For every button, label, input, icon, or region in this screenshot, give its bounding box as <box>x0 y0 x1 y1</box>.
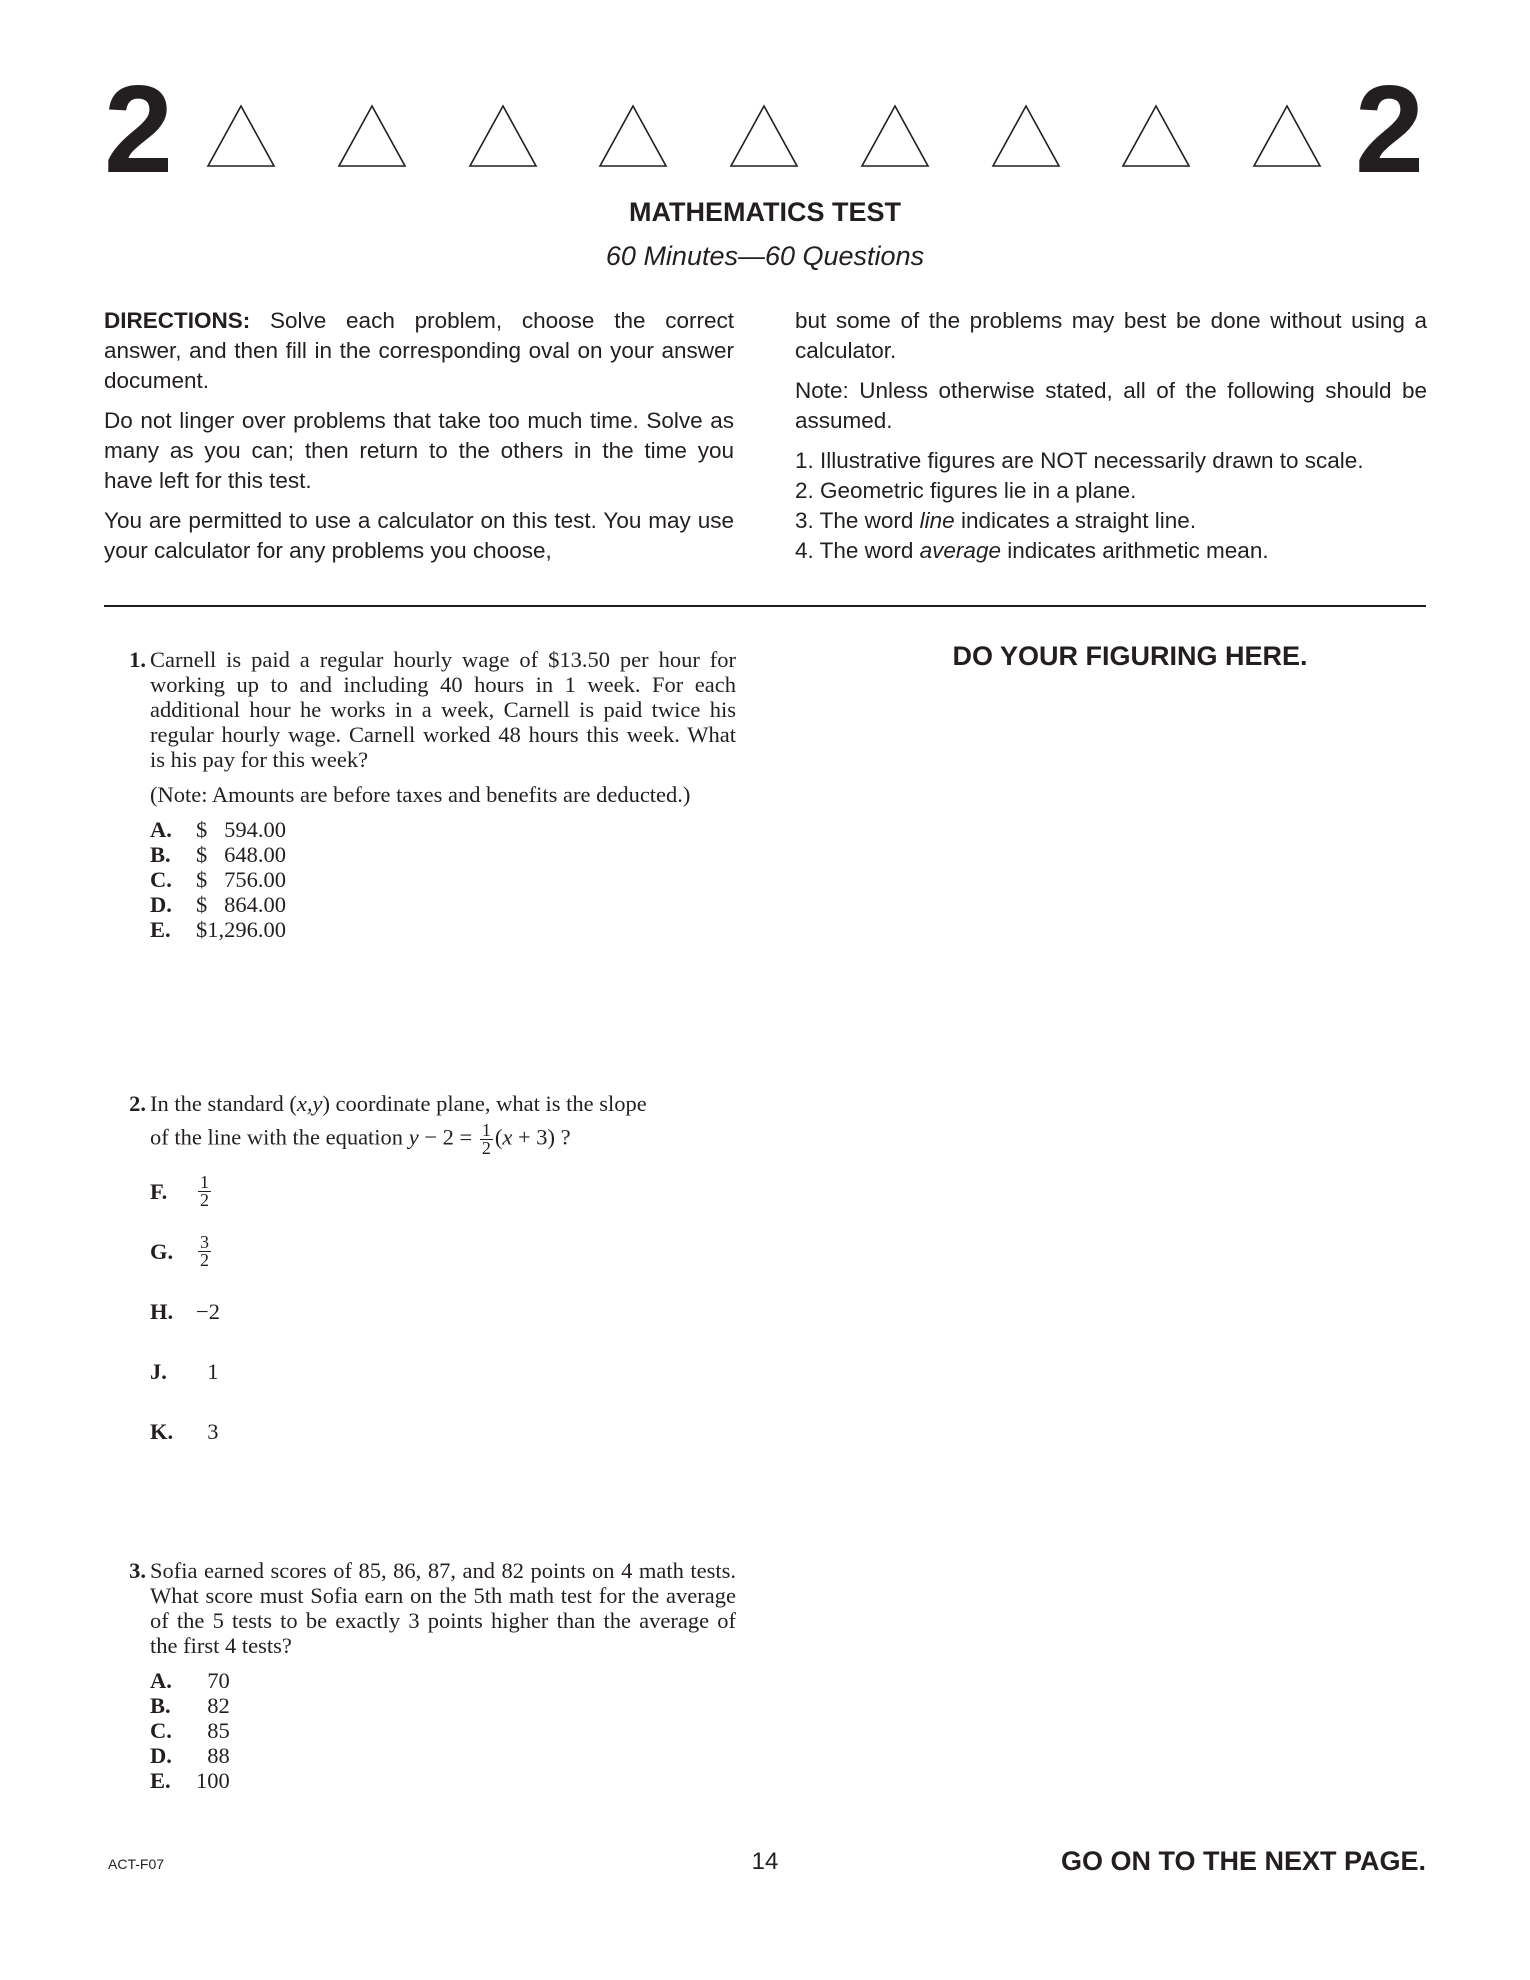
question-1 <box>110 647 736 942</box>
answer-choice[interactable] <box>150 1341 736 1401</box>
directions-text: Solve each problem, choose the correct answer, and then fill in the corresponding oval on your answer document. <box>104 308 734 393</box>
equation-part: + 3) ? <box>512 1124 571 1150</box>
choice-value: $ 864.00 <box>196 892 286 917</box>
answer-choice[interactable] <box>150 817 736 842</box>
choice-letter: B. <box>150 842 171 867</box>
choice-value: 1 <box>196 1358 219 1384</box>
answer-choice[interactable] <box>150 917 736 942</box>
answer-choices <box>150 817 736 942</box>
question-text-part: of the line with the equation <box>150 1124 409 1150</box>
choice-letter: E. <box>150 1768 171 1793</box>
choice-letter: D. <box>150 1743 172 1768</box>
answer-choice[interactable] <box>150 1718 736 1743</box>
choice-fraction <box>198 1231 211 1270</box>
choice-value: $1,296.00 <box>196 917 286 942</box>
choice-letter: J. <box>150 1358 167 1384</box>
question-text: Sofia earned scores of 85, 86, 87, and 82 points on 4 math tests. What score must Sofia earn on the 5th math test for the average of the 5 tests to be exactly 3 points higher than the average of the first 4 tests? <box>150 1558 736 1658</box>
triangle-icon <box>729 104 799 168</box>
answer-choice[interactable] <box>150 1743 736 1768</box>
answer-choice[interactable] <box>150 1693 736 1718</box>
question-text-part: In the standard ( <box>150 1091 297 1116</box>
fraction-numerator: 3 <box>200 1231 209 1252</box>
equation-part: − 2 = <box>418 1124 478 1150</box>
triangle-icon <box>860 104 930 168</box>
page-number: 14 <box>751 1848 779 1875</box>
section-number-left: 2 <box>104 61 173 199</box>
choice-letter: C. <box>150 1718 172 1743</box>
directions-right-column <box>795 306 1427 566</box>
choice-value: $ 594.00 <box>196 817 286 842</box>
form-code: ACT-F07 <box>108 1856 165 1872</box>
triangle-icon <box>991 104 1061 168</box>
answer-choice[interactable] <box>150 867 736 892</box>
question-text: Carnell is paid a regular hourly wage of $13.50 per hour for working up to and including 40 hours in 1 week. For each additional hour he works in a week, Carnell is paid twice his regular hourly wage. Carnell worked 48 hours this week. What is his pay for this week? <box>150 647 736 772</box>
choice-letter: D. <box>150 892 172 917</box>
assumption-item <box>795 536 1427 566</box>
answer-choice[interactable] <box>150 1401 736 1461</box>
choice-value: 3 <box>196 1418 219 1444</box>
assumption-text: 4. The word <box>795 538 920 563</box>
triangle-icon <box>1121 104 1191 168</box>
choice-letter: A. <box>150 1668 172 1693</box>
assumptions-list <box>795 446 1427 566</box>
choice-fraction <box>198 1171 211 1210</box>
directions-note: Note: Unless otherwise stated, all of the following should be assumed. <box>795 378 1427 433</box>
assumption-term: average <box>919 538 1001 563</box>
assumption-item: 2. Geometric figures lie in a plane. <box>795 478 1137 503</box>
choice-letter: F. <box>150 1178 168 1204</box>
choice-value: $ 756.00 <box>196 867 286 892</box>
directions-left-column <box>104 306 734 576</box>
equation-fraction <box>480 1122 493 1157</box>
assumption-item: 1. Illustrative figures are NOT necessarily drawn to scale. <box>795 448 1364 473</box>
triangle-icon <box>337 104 407 168</box>
assumption-text: 3. The word <box>795 508 920 533</box>
triangle-icon <box>206 104 276 168</box>
choice-letter: B. <box>150 1693 171 1718</box>
directions-paragraph: Do not linger over problems that take too much time. Solve as many as you can; then return to the others in the time you have left for this test. <box>104 408 734 493</box>
choice-letter: E. <box>150 917 171 942</box>
test-subtitle: 60 Minutes—60 Questions <box>605 241 925 271</box>
choice-letter: G. <box>150 1238 174 1264</box>
fraction-denominator: 2 <box>481 1138 491 1158</box>
choice-value: 70 <box>196 1668 230 1693</box>
divider-rule <box>104 605 1426 607</box>
choice-letter: H. <box>150 1298 174 1324</box>
question-body <box>150 647 736 807</box>
choice-letter: C. <box>150 867 172 892</box>
fraction-denominator: 2 <box>200 1189 209 1210</box>
question-equation-line <box>150 1122 736 1157</box>
assumption-text: indicates a straight line. <box>954 508 1197 533</box>
question-note: (Note: Amounts are before taxes and benefits are deducted.) <box>150 782 691 807</box>
directions-paragraph: but some of the problems may best be done without using a calculator. <box>795 308 1427 363</box>
question-body <box>150 1558 736 1658</box>
choice-letter: A. <box>150 817 172 842</box>
answer-choice[interactable] <box>150 1221 736 1281</box>
choice-value: 100 <box>196 1768 230 1793</box>
triangle-row <box>206 104 1322 176</box>
answer-choice[interactable] <box>150 892 736 917</box>
equation-variable: x <box>502 1124 513 1150</box>
answer-choice[interactable] <box>150 1281 736 1341</box>
directions-paragraph: You are permitted to use a calculator on this test. You may use your calculator for any problems you choose, <box>104 508 734 563</box>
answer-choices <box>150 1668 736 1793</box>
triangle-icon <box>1252 104 1322 168</box>
question-2 <box>110 1091 736 1461</box>
directions-paragraph <box>104 306 734 396</box>
question-3 <box>110 1558 736 1793</box>
question-variable: x,y <box>296 1091 323 1116</box>
answer-choices <box>150 1161 736 1461</box>
choice-value: $ 648.00 <box>196 842 286 867</box>
equation-variable: y <box>408 1124 419 1150</box>
answer-choice[interactable] <box>150 1768 736 1793</box>
choice-letter: K. <box>150 1418 174 1444</box>
triangle-icon <box>468 104 538 168</box>
fraction-numerator: 1 <box>200 1171 209 1192</box>
choice-value: −2 <box>196 1298 220 1324</box>
figuring-label: DO YOUR FIGURING HERE. <box>952 641 1308 671</box>
choice-value: 88 <box>196 1743 230 1768</box>
next-page-notice: GO ON TO THE NEXT PAGE. <box>1060 1846 1426 1876</box>
fraction-numerator: 1 <box>481 1120 491 1140</box>
triangle-icon <box>598 104 668 168</box>
choice-value: 82 <box>196 1693 230 1718</box>
answer-choice[interactable] <box>150 1161 736 1221</box>
assumption-term: line <box>919 508 955 533</box>
equation-part: ( <box>494 1124 503 1150</box>
fraction-denominator: 2 <box>200 1249 209 1270</box>
question-text-part: ) coordinate plane, what is the slope <box>322 1091 647 1116</box>
question-text <box>150 1091 736 1116</box>
section-number-right: 2 <box>1355 61 1424 199</box>
test-title: MATHEMATICS TEST <box>629 197 901 227</box>
answer-choice[interactable] <box>150 1668 736 1693</box>
question-number: 3. <box>129 1558 146 1583</box>
answer-choice[interactable] <box>150 842 736 867</box>
question-body <box>150 1091 736 1157</box>
assumption-item <box>795 506 1427 536</box>
choice-value: 85 <box>196 1718 230 1743</box>
assumption-text: indicates arithmetic mean. <box>1000 538 1269 563</box>
question-number: 1. <box>129 647 146 672</box>
directions-label: DIRECTIONS: <box>104 308 251 333</box>
question-number: 2. <box>129 1091 146 1116</box>
